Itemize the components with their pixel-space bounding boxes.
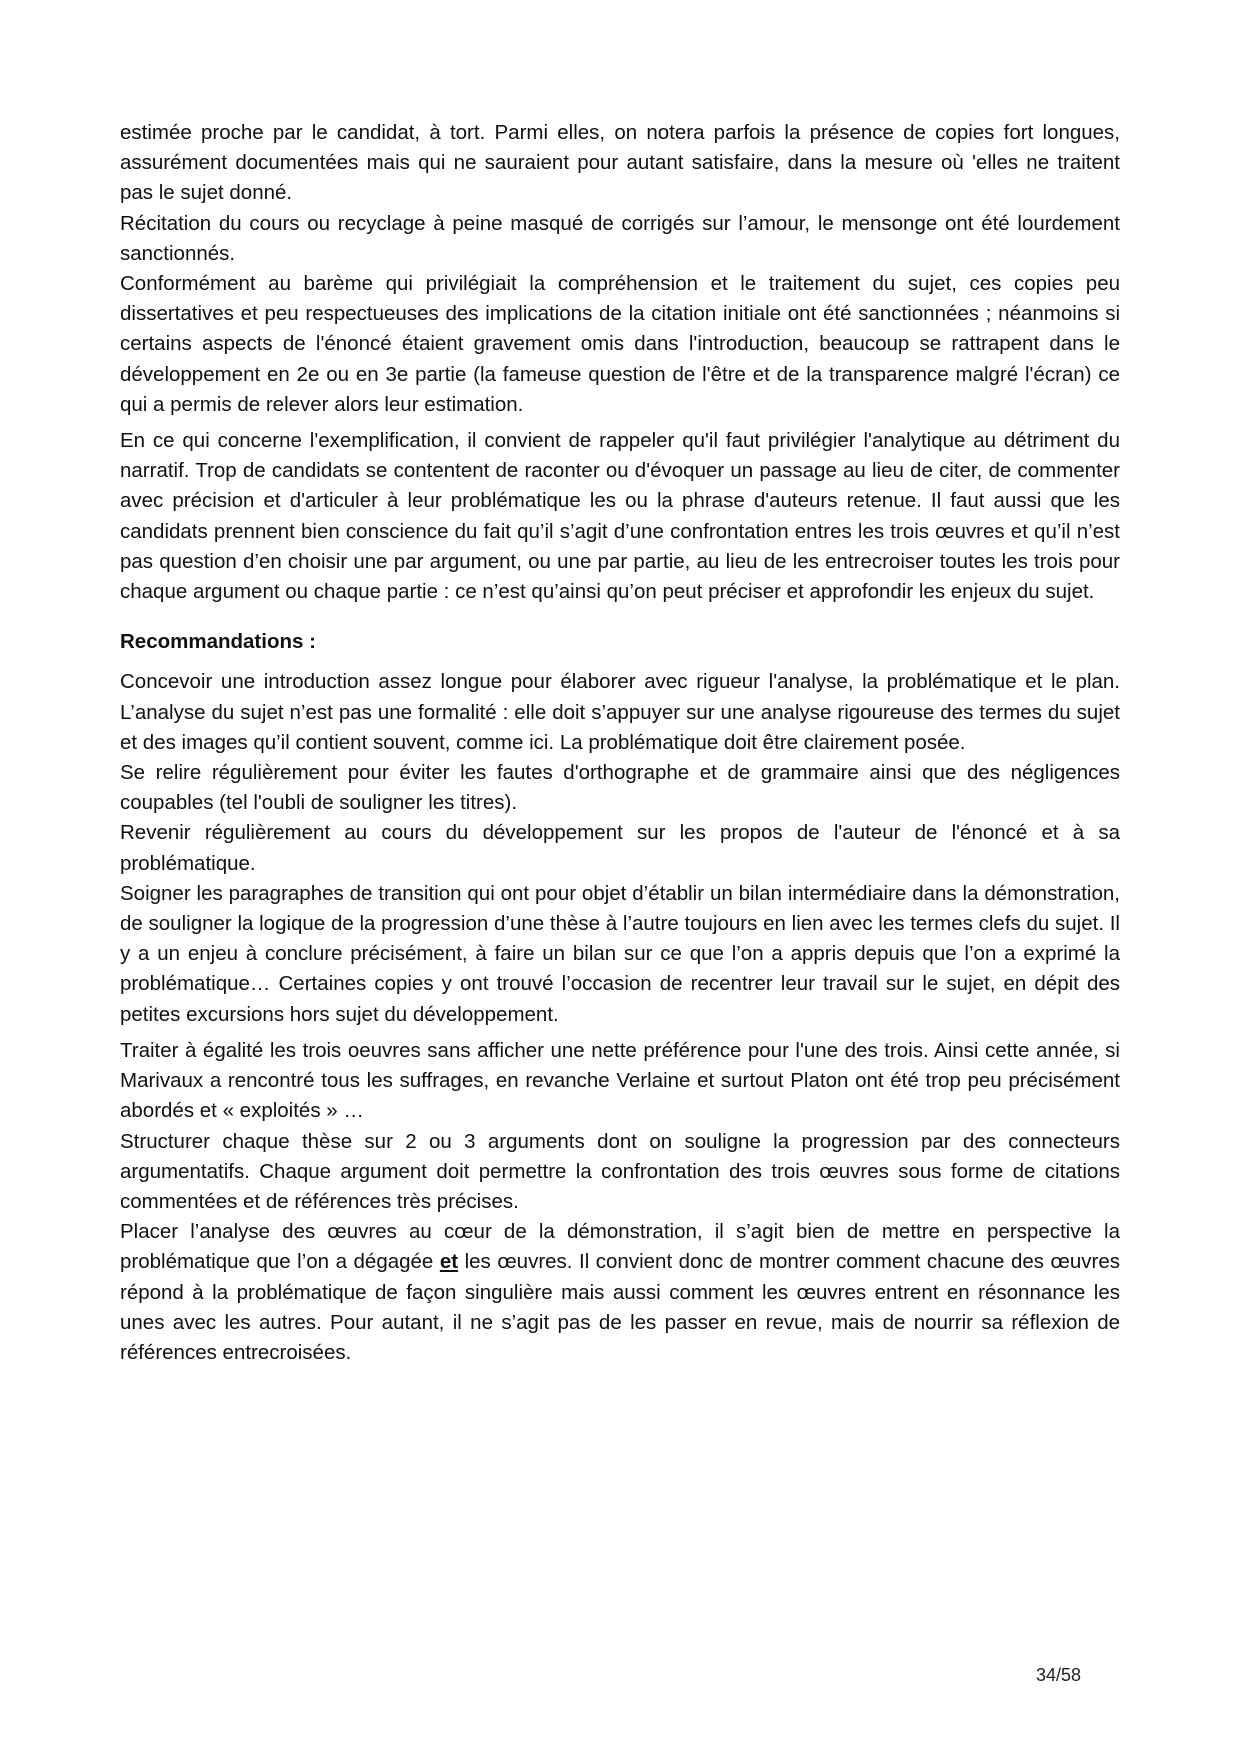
recommendation-egalite-oeuvres: Traiter à égalité les trois oeuvres sans afficher une nette préférence pour l'une des trois. Ainsi cette année, si Marivaux a rencontré tous les suffrages, en revanche Verlaine et surtout Platon ont été trop peu précisément abordés et « exploités » … [120,1038,1120,1123]
paragraph-exemplification: En ce qui concerne l'exemplification, il convient de rappeler qu'il faut privilégier l'analytique au détriment du narratif. Trop de candidats se contentent de raconter ou d'évoquer un passage au lieu de citer, de commenter avec précision et d'articuler à leur problématique les ou la phrase d'auteurs retenue. Il faut aussi que les candidats prennent bien conscience du fait qu’il s’agit d’une confrontation entres les trois œuvres et qu’il n’est pas question d’en choisir une par argument, ou une par partie, au lieu de les entrecroiser toutes les trois pour chaque argument ou chaque partie : ce n’est qu’ainsi qu’on peut préciser et approfondir les enjeux du sujet. [120,429,1120,604]
recommendation-relire: Se relire régulièrement pour éviter les fautes d'orthographe et de grammaire ainsi que des négligences coupables (tel l'oubli de souligner les titres). [120,761,1120,815]
recommendation-transitions: Soigner les paragraphes de transition qui ont pour objet d’établir un bilan intermédiaire dans la démonstration, de souligner la logique de la progression d’une thèse à l’autre toujours en lien avec les termes clefs du sujet. Il y a un enjeu à conclure précisément, à faire un bilan sur ce que l’on a appris depuis que l’on a exprimé la problématique… Certaines copies y ont trouvé l’occasion de recentrer leur travail sur le sujet, en dépit des petites excursions hors sujet du développement. [120,881,1120,1026]
emphasized-word: et [439,1250,459,1274]
document-body [120,118,1120,1368]
paragraph-copies-longues: estimée proche par le candidat, à tort. Parmi elles, on notera parfois la présence de copies fort longues, assurément documentées mais qui ne sauraient pour autant satisfaire, dans la mesure où 'elles ne traitent pas le sujet donné. [120,121,1120,205]
recommendation-revenir: Revenir régulièrement au cours du développement sur les propos de l'auteur de l'énoncé et à sa problématique. [120,821,1120,875]
recommendation-analyse-text-end: les œuvres. Il convient donc de montrer comment chacune des œuvres répond à la problématique de façon singulière mais aussi comment les œuvres entrent en résonnance les unes avec les autres. Pour autant, il ne s’agit pas de les passer en revue, mais de nourrir sa réflexion de références entrecroisées. [120,1250,1121,1364]
recommendation-analyse-oeuvres [120,1217,1120,1368]
paragraph-bareme: Conformément au barème qui privilégiait la compréhension et le traitement du sujet, ces copies peu dissertatives et peu respectueuses des implications de la citation initiale ont été sanctionnées ; néanmoins si certains aspects de l'énoncé étaient gravement omis dans l'introduction, beaucoup se rattrapent dans le développement en 2e ou en 3e partie (la fameuse question de l'être et de la transparence malgré l'écran) ce qui a permis de relever alors leur estimation. [120,272,1120,416]
recommendation-structurer: Structurer chaque thèse sur 2 ou 3 arguments dont on souligne la progression par des connecteurs argumentatifs. Chaque argument doit permettre la confrontation des trois œuvres sous forme de citations commentées et de références très précises. [120,1129,1120,1213]
page-number: 34/58 [1036,1665,1082,1685]
recommendation-analyse-text-start: Placer l’analyse des œuvres au cœur de la démonstration, il s’agit bien de mettre en perspective la problématique que l’on a dégagée [120,1220,1120,1274]
paragraph-recitation: Récitation du cours ou recyclage à peine masqué de corrigés sur l’amour, le mensonge ont été lourdement sanctionnés. [120,211,1120,265]
recommendation-introduction: Concevoir une introduction assez longue pour élaborer avec rigueur l'analyse, la problématique et le plan. L’analyse du sujet n’est pas une formalité : elle doit s’appuyer sur une analyse rigoureuse des termes du sujet et des images qu’il contient souvent, comme ici. La problématique doit être clairement posée. [120,670,1120,754]
recommendations-heading: Recommandations : [120,630,316,654]
